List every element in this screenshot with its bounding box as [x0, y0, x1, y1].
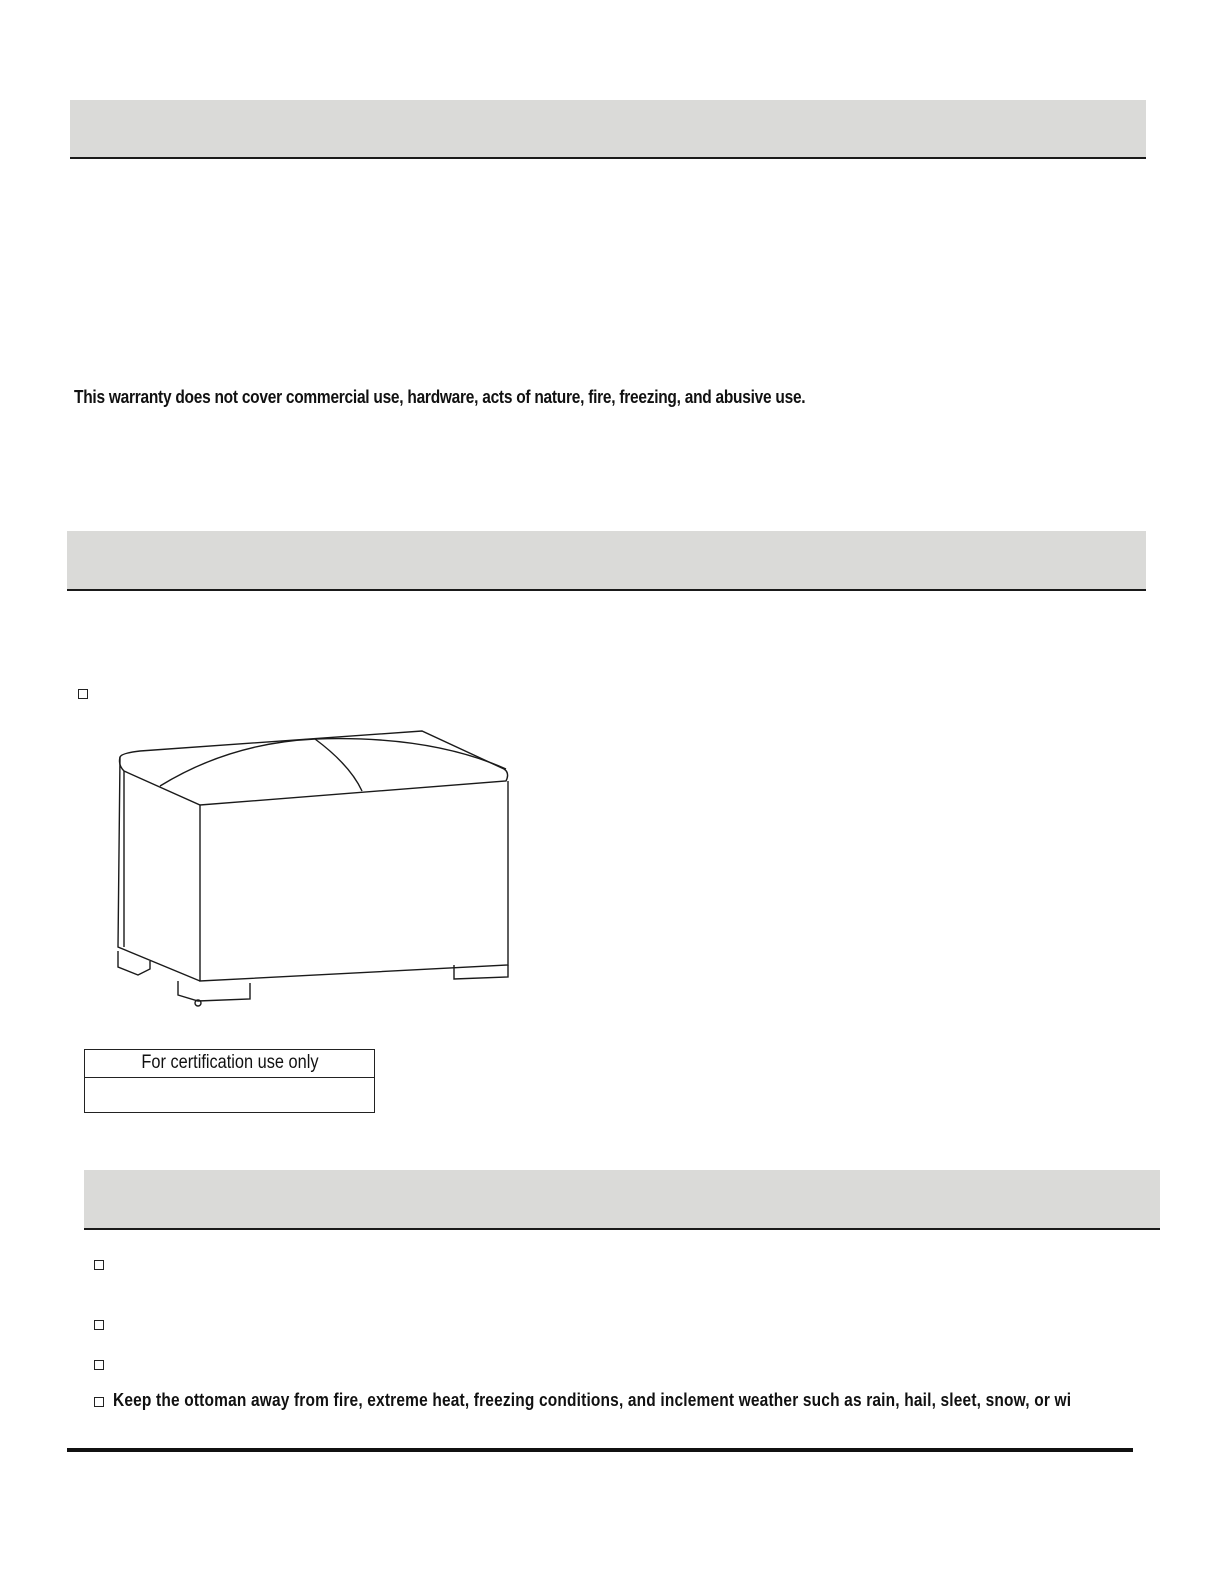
- checkbox-icon: [94, 1260, 104, 1270]
- checkbox-icon: [78, 689, 88, 699]
- section-header-band: [84, 1170, 1160, 1230]
- footer-rule: [67, 1448, 1133, 1452]
- care-item-text: Keep the ottoman away from fire, extreme heat, freezing conditions, and inclement weather such as rain, hail, sleet, snow, or wi: [113, 1390, 1072, 1410]
- section-header-band: [70, 100, 1146, 159]
- checkbox-icon: [94, 1397, 104, 1407]
- certification-label: For certification use only: [85, 1050, 374, 1078]
- certification-box: [84, 1049, 375, 1113]
- ottoman-illustration: [110, 725, 520, 1015]
- checkbox-icon: [94, 1320, 104, 1330]
- section-header-band: [67, 531, 1146, 591]
- warranty-exclusion-note: This warranty does not cover commercial use, hardware, acts of nature, fire, freezing, and abusive use.: [74, 387, 806, 407]
- checkbox-icon: [94, 1360, 104, 1370]
- care-item-clip: [113, 1386, 1127, 1416]
